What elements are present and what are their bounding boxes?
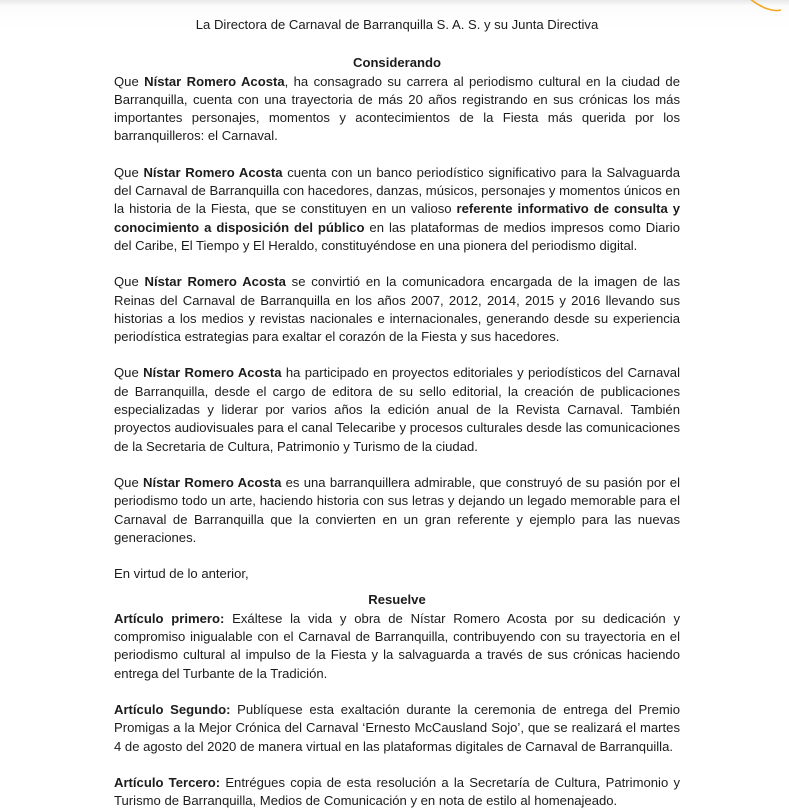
- issuer-line: La Directora de Carnaval de Barranquilla S. A. S. y su Junta Directiva: [195, 17, 599, 32]
- resuelve-title: Resuelve: [368, 592, 426, 608]
- corner-decoration-icon: [747, 0, 783, 22]
- article-label: Artículo Tercero:: [114, 774, 221, 790]
- honoree-name: Nístar Romero Acosta: [143, 474, 282, 490]
- honoree-name: Nístar Romero Acosta: [143, 164, 283, 180]
- article-second: Artículo Segundo: Publíquese esta exaltación durante la ceremonia de entrega del Premio Promigas a la Mejor Crónica del Carnaval ‘Ernesto McCausland Sojo’, que se realizará el martes 4 de agosto del 2020 de manera virtual en las plataformas digitales de Carnaval de Barranquilla.: [114, 701, 680, 754]
- resolution-body: [114, 16, 680, 810]
- page-top-edge: [0, 0, 789, 6]
- honoree-name: Nístar Romero Acosta: [144, 274, 286, 290]
- honoree-name: Nístar Romero Acosta: [143, 365, 282, 381]
- considerando-paragraph-1: Que Nístar Romero Acosta, ha consagrado su carrera al periodismo cultural en la ciudad de Barranquilla, cuenta con una trayectoria de más 20 años registrando en sus crónicas los más importantes personajes, momentos y acontecimientos de la Fiesta más querida por los barranquilleros: el Carnaval.: [114, 73, 680, 144]
- article-label: Artículo primero:: [114, 610, 225, 626]
- transition-line: En virtud de lo anterior,: [114, 566, 249, 582]
- honoree-name: Nístar Romero Acosta: [144, 73, 285, 89]
- emphasis-text: referente informativo de consulta y conocimiento a disposición del público: [114, 201, 680, 235]
- considerando-paragraph-2: Que Nístar Romero Acosta cuenta con un banco periodístico significativo para la Salvaguarda del Carnaval de Barranquilla con hacedores, danzas, músicos, personajes y momentos únicos en la historia de la Fiesta, que se constituyen en un valioso referente informativo de consulta y conocimiento a disposición del público en las plataformas de medios impresos como Diario del Caribe, El Tiempo y El Heraldo, constituyéndose en una pionera del periodismo digital.: [114, 164, 680, 253]
- article-label: Artículo Segundo:: [114, 701, 231, 717]
- article-first: Artículo primero: Exáltese la vida y obra de Nístar Romero Acosta por su dedicación y compromiso inigualable con el Carnaval de Barranquilla, contribuyendo con su trayectoria en el periodismo cultural al impulso de la Fiesta y la salvaguarda a través de sus crónicas haciendo entrega del Turbante de la Tradición.: [114, 610, 680, 681]
- considerando-paragraph-4: Que Nístar Romero Acosta ha participado en proyectos editoriales y periodísticos del Carnaval de Barranquilla, desde el cargo de editora de su sello editorial, la creación de publicaciones especializadas y liderar por varios años la edición anual de la Revista Carnaval. También proyectos audiovisuales para el canal Telecaribe y procesos culturales desde las comunicaciones de la Secretaria de Cultura, Patrimonio y Turismo de la ciudad.: [114, 365, 680, 454]
- considerando-title: Considerando: [352, 55, 442, 71]
- article-third: Artículo Tercero: Entrégues copia de esta resolución a la Secretaría de Cultura, Patrimonio y Turismo de Barranquilla, Medios de Comunicación y en nota de estilo al homenajeado.: [114, 774, 680, 809]
- considerando-paragraph-3: Que Nístar Romero Acosta se convirtió en la comunicadora encargada de la imagen de las Reinas del Carnaval de Barranquilla en los años 2007, 2012, 2014, 2015 y 2016 llevando sus historias a los medios y revistas nacionales e internacionales, generando desde su experiencia periodística estrategias para exaltar el corazón de la Fiesta y sus hacedores.: [114, 274, 680, 345]
- considerando-paragraph-5: Que Nístar Romero Acosta es una barranquillera admirable, que construyó de su pasión por el periodismo todo un arte, haciendo historia con sus letras y dejando un legado memorable para el Carnaval de Barranquilla que la convierten en un gran referente y ejemplo para las nuevas generaciones.: [114, 474, 680, 545]
